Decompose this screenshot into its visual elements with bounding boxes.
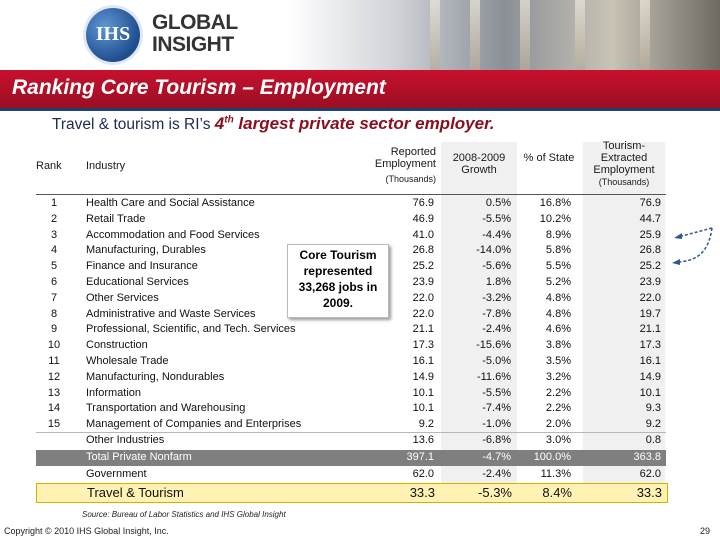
cell-rank: 9 bbox=[50, 323, 58, 336]
cell-industry: Health Care and Social Assistance bbox=[86, 197, 255, 209]
cell-industry: Professional, Scientific, and Tech. Services bbox=[86, 323, 296, 336]
cell-industry: Retail Trade bbox=[86, 212, 146, 225]
cell-reported: 10.1 bbox=[412, 402, 434, 415]
cell-reported: 397.1 bbox=[406, 450, 434, 463]
cell-tourism: 25.9 bbox=[639, 228, 661, 241]
cell-growth: -11.6% bbox=[476, 370, 511, 383]
cell-industry: Transportation and Warehousing bbox=[86, 402, 246, 415]
cell-reported: 23.9 bbox=[412, 276, 434, 288]
cell-reported: 14.9 bbox=[412, 370, 434, 383]
government-row bbox=[36, 467, 666, 483]
cell-industry: Wholesale Trade bbox=[86, 355, 169, 367]
cell-tourism: 44.7 bbox=[639, 212, 661, 225]
cell-growth: -5.6% bbox=[482, 260, 511, 273]
cell-reported: 22.0 bbox=[412, 307, 434, 320]
cell-pct: 5.8% bbox=[545, 244, 571, 257]
cell-growth: -5.5% bbox=[482, 212, 511, 225]
table-row bbox=[36, 386, 666, 402]
table-row bbox=[36, 417, 666, 433]
cell-industry: Other Industries bbox=[86, 434, 165, 446]
cell-pct: 16.8% bbox=[539, 197, 571, 209]
cell-pct: 3.8% bbox=[545, 339, 571, 352]
cell-tourism: 0.8 bbox=[645, 434, 661, 446]
cell-tourism: 25.2 bbox=[639, 260, 661, 273]
cell-industry: Administrative and Waste Services bbox=[86, 307, 256, 320]
header-rank: Rank bbox=[36, 160, 62, 172]
cell-reported: 10.1 bbox=[412, 386, 434, 399]
cell-tourism: 21.1 bbox=[639, 323, 661, 336]
cell-growth: -14.0% bbox=[476, 244, 511, 257]
cell-industry: Information bbox=[86, 386, 142, 399]
header-industry: Industry bbox=[86, 160, 126, 172]
cell-tourism: 33.3 bbox=[636, 485, 662, 501]
cell-tourism: 14.9 bbox=[639, 370, 661, 383]
cell-growth: -2.4% bbox=[482, 467, 511, 480]
arrow-icon bbox=[664, 226, 714, 270]
cell-reported: 41.0 bbox=[412, 228, 434, 241]
row-divider bbox=[36, 432, 666, 433]
total-row bbox=[36, 450, 666, 466]
cell-pct: 4.6% bbox=[545, 323, 571, 336]
subtitle: Travel & tourism is RI’s 4th largest private sector employer. bbox=[52, 114, 495, 133]
page-number: 29 bbox=[699, 526, 710, 536]
cell-reported: 25.2 bbox=[412, 260, 434, 273]
cell-pct: 5.5% bbox=[545, 260, 571, 273]
cell-industry: Total Private Nonfarm bbox=[86, 450, 192, 463]
table-row bbox=[36, 322, 666, 338]
table-row bbox=[36, 212, 666, 228]
callout-box: Core Tourism represented 33,268 jobs in 2009. bbox=[287, 244, 389, 318]
cell-pct: 8.9% bbox=[545, 228, 571, 241]
cell-tourism: 16.1 bbox=[639, 355, 661, 367]
global-insight-logo: GLOBAL INSIGHT bbox=[152, 11, 238, 56]
cell-industry: Construction bbox=[86, 339, 148, 352]
cell-industry: Government bbox=[86, 467, 147, 480]
cell-reported: 76.9 bbox=[412, 197, 434, 209]
table-row bbox=[36, 401, 666, 417]
cell-rank: 5 bbox=[50, 260, 58, 273]
cell-tourism: 10.1 bbox=[639, 386, 661, 399]
cell-pct: 3.2% bbox=[545, 370, 571, 383]
ihs-logo-icon: IHS bbox=[86, 8, 140, 62]
cell-industry: Educational Services bbox=[86, 276, 189, 288]
cell-tourism: 19.7 bbox=[639, 307, 661, 320]
cell-rank: 11 bbox=[48, 355, 60, 367]
cell-growth: -5.3% bbox=[478, 485, 512, 501]
cell-reported: 22.0 bbox=[412, 291, 434, 304]
cell-pct: 8.4% bbox=[542, 485, 572, 501]
cell-growth: -3.2% bbox=[482, 291, 511, 304]
cell-pct: 100.0% bbox=[533, 450, 571, 463]
cell-reported: 33.3 bbox=[409, 485, 435, 501]
cell-tourism: 23.9 bbox=[639, 276, 661, 288]
cell-tourism: 26.8 bbox=[639, 244, 661, 257]
cell-growth: 0.5% bbox=[485, 197, 511, 209]
cell-growth: -6.8% bbox=[482, 434, 511, 446]
cell-tourism: 9.3 bbox=[645, 402, 661, 415]
cell-pct: 2.2% bbox=[545, 386, 571, 399]
cell-rank: 12 bbox=[47, 370, 61, 383]
cell-industry: Other Services bbox=[86, 291, 159, 304]
cell-reported: 62.0 bbox=[412, 467, 434, 480]
page-title: Ranking Core Tourism – Employment bbox=[12, 76, 386, 99]
banner-column bbox=[575, 0, 585, 70]
cell-growth: -7.4% bbox=[482, 402, 511, 415]
title-divider bbox=[0, 108, 720, 111]
title-bar bbox=[0, 70, 720, 108]
cell-growth: -1.0% bbox=[482, 418, 511, 431]
table-row bbox=[36, 354, 666, 370]
header-divider bbox=[36, 194, 666, 195]
banner-column bbox=[640, 0, 650, 70]
table-row bbox=[36, 370, 666, 386]
cell-growth: -4.4% bbox=[482, 228, 511, 241]
header-tourism: Tourism-Extracted Employment (Thousands) bbox=[593, 140, 655, 187]
cell-rank: 14 bbox=[47, 402, 61, 415]
cell-pct: 3.5% bbox=[545, 355, 571, 367]
cell-reported: 46.9 bbox=[412, 212, 434, 225]
table-row bbox=[36, 228, 666, 244]
cell-pct: 5.2% bbox=[545, 276, 571, 288]
cell-reported: 16.1 bbox=[412, 355, 434, 367]
table-row bbox=[36, 196, 666, 212]
header-reported: Reported Employment (Thousands) bbox=[374, 146, 436, 184]
header-banner bbox=[0, 0, 720, 70]
header-growth: 2008-2009 Growth bbox=[452, 152, 506, 176]
cell-growth: -15.6% bbox=[476, 339, 511, 352]
cell-tourism: 76.9 bbox=[639, 197, 661, 209]
cell-tourism: 22.0 bbox=[639, 291, 661, 304]
banner-column bbox=[470, 0, 480, 70]
cell-industry: Finance and Insurance bbox=[86, 260, 198, 273]
cell-industry: Management of Companies and Enterprises bbox=[86, 418, 302, 431]
cell-growth: -4.7% bbox=[482, 450, 511, 463]
cell-rank: 10 bbox=[47, 339, 61, 352]
cell-industry: Manufacturing, Nondurables bbox=[86, 370, 225, 383]
cell-growth: -7.8% bbox=[482, 307, 511, 320]
table-row bbox=[36, 338, 666, 354]
banner-column bbox=[520, 0, 530, 70]
tourism-row bbox=[36, 483, 668, 503]
cell-pct: 2.0% bbox=[545, 418, 571, 431]
cell-reported: 21.1 bbox=[412, 323, 434, 336]
cell-tourism: 17.3 bbox=[639, 339, 661, 352]
table-row bbox=[36, 433, 666, 449]
cell-pct: 3.0% bbox=[545, 434, 571, 446]
cell-growth: 1.8% bbox=[485, 276, 511, 288]
cell-pct: 10.2% bbox=[539, 212, 571, 225]
cell-rank: 3 bbox=[50, 228, 58, 241]
cell-pct: 4.8% bbox=[545, 291, 571, 304]
cell-growth: -5.0% bbox=[482, 355, 511, 367]
cell-growth: -5.5% bbox=[482, 386, 511, 399]
cell-rank: 13 bbox=[47, 386, 61, 399]
cell-reported: 9.2 bbox=[418, 418, 434, 431]
cell-rank: 4 bbox=[50, 244, 58, 257]
cell-reported: 13.6 bbox=[412, 434, 434, 446]
cell-rank: 8 bbox=[50, 307, 58, 320]
cell-tourism: 62.0 bbox=[639, 467, 661, 480]
header-pct-state: % of State bbox=[523, 152, 575, 164]
cell-reported: 26.8 bbox=[412, 244, 434, 257]
cell-rank: 1 bbox=[50, 197, 58, 209]
cell-industry: Travel & Tourism bbox=[87, 485, 184, 501]
cell-industry: Manufacturing, Durables bbox=[86, 244, 206, 257]
cell-tourism: 363.8 bbox=[633, 450, 661, 463]
cell-pct: 11.3% bbox=[540, 467, 571, 480]
cell-rank: 6 bbox=[50, 276, 58, 288]
cell-industry: Accommodation and Food Services bbox=[86, 228, 260, 241]
cell-rank: 15 bbox=[47, 418, 61, 431]
cell-pct: 2.2% bbox=[545, 402, 571, 415]
cell-reported: 17.3 bbox=[412, 339, 434, 352]
banner-column bbox=[430, 0, 440, 70]
copyright: Copyright © 2010 IHS Global Insight, Inc. bbox=[4, 526, 169, 536]
cell-growth: -2.4% bbox=[482, 323, 511, 336]
cell-rank: 2 bbox=[50, 212, 58, 225]
cell-pct: 4.8% bbox=[545, 307, 571, 320]
cell-rank: 7 bbox=[50, 291, 58, 304]
cell-tourism: 9.2 bbox=[645, 418, 661, 431]
source-note: Source: Bureau of Labor Statistics and IHS Global Insight bbox=[82, 510, 286, 519]
